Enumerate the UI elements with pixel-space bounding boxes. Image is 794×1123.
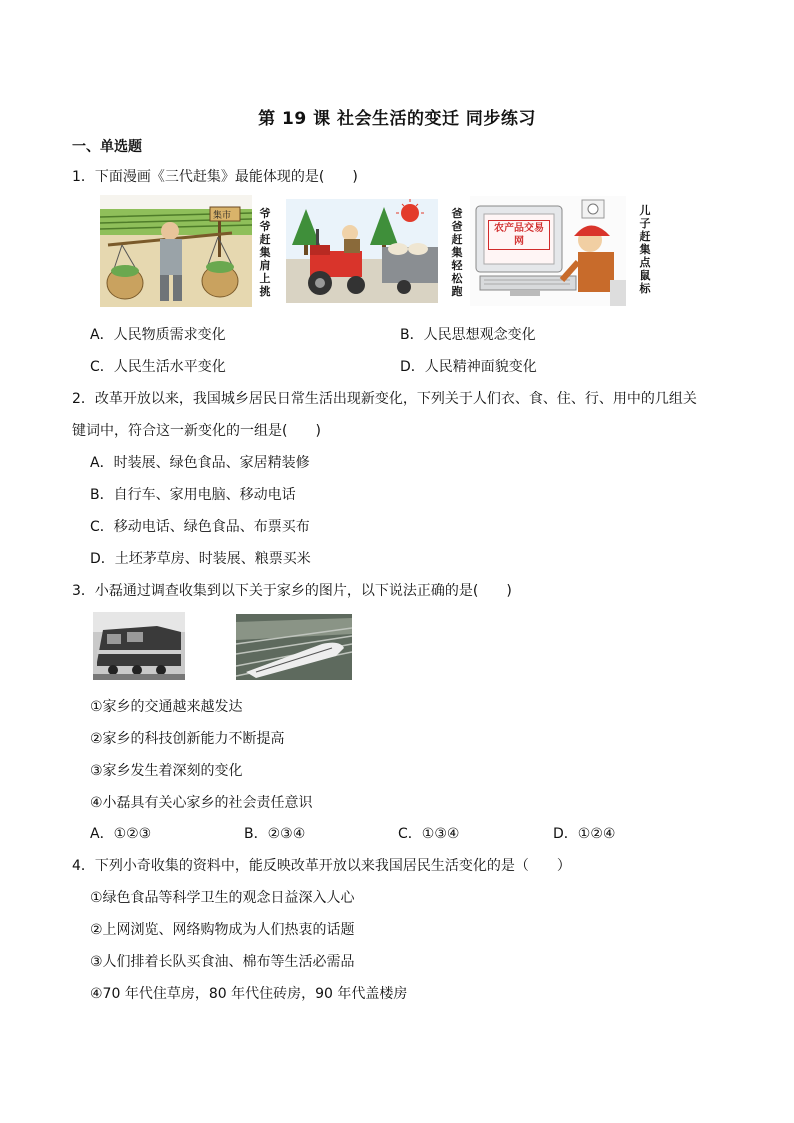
question-3-stem: 3．小磊通过调查收集到以下关于家乡的图片，以下说法正确的是( ) xyxy=(72,583,512,599)
q2-option-d[interactable]: D．土坯茅草房、时装展、粮票买米 xyxy=(90,551,311,567)
q1-option-b[interactable]: B．人民思想观念变化 xyxy=(400,327,536,343)
q3-statement-2: ②家乡的科技创新能力不断提高 xyxy=(90,731,285,747)
comic-panel-father xyxy=(286,199,438,303)
q4-statement-4: ④70 年代住草房，80 年代住砖房，90 年代盖楼房 xyxy=(90,986,408,1002)
caption-son: 儿子赶集点鼠标 xyxy=(639,204,651,295)
question-4-stem: 4．下列小奇收集的资料中，能反映改革开放以来我国居民生活变化的是（ ） xyxy=(72,858,571,874)
question-1-stem: 1．下面漫画《三代赶集》最能体现的是( ) xyxy=(72,169,358,185)
q3-statement-3: ③家乡发生着深刻的变化 xyxy=(90,763,243,779)
q3-statement-4: ④小磊具有关心家乡的社会责任意识 xyxy=(90,795,313,811)
comic-panel-grandfather xyxy=(100,195,252,307)
caption-father: 爸爸赶集轻松跑 xyxy=(451,207,463,298)
q3-option-d[interactable]: D．①②④ xyxy=(553,826,616,842)
q3-option-b[interactable]: B．②③④ xyxy=(244,826,306,842)
q4-statement-2: ②上网浏览、网络购物成为人们热衷的话题 xyxy=(90,922,355,938)
section-heading: 一、单选题 xyxy=(72,139,142,155)
q3-option-c[interactable]: C．①③④ xyxy=(398,826,460,842)
photo-old-locomotive xyxy=(93,612,185,680)
q2-option-c[interactable]: C．移动电话、绿色食品、布票买布 xyxy=(90,519,310,535)
q4-statement-1: ①绿色食品等科学卫生的观念日益深入人心 xyxy=(90,890,355,906)
q3-option-a[interactable]: A．①②③ xyxy=(90,826,152,842)
q3-statement-1: ①家乡的交通越来越发达 xyxy=(90,699,243,715)
page-title: 第 19 课 社会生活的变迁 同步练习 xyxy=(258,109,536,129)
q1-option-d[interactable]: D．人民精神面貌变化 xyxy=(400,359,537,375)
caption-grandfather: 爷爷赶集肩上挑 xyxy=(259,207,271,298)
q2-option-a[interactable]: A．时装展、绿色食品、家居精装修 xyxy=(90,455,310,471)
comic-panel-son xyxy=(470,196,626,306)
screen-website-label: 农产品交易网 xyxy=(488,220,550,250)
question-2-stem-line1: 2．改革开放以来，我国城乡居民日常生活出现新变化，下列关于人们衣、食、住、行、用中的几组关 xyxy=(72,391,697,407)
market-sign: 集市 xyxy=(213,211,232,221)
q1-option-a[interactable]: A．人民物质需求变化 xyxy=(90,327,226,343)
photo-high-speed-train xyxy=(236,614,352,680)
q4-statement-3: ③人们排着长队买食油、棉布等生活必需品 xyxy=(90,954,355,970)
question-2-stem-line2: 键词中，符合这一新变化的一组是( ) xyxy=(72,423,321,439)
q2-option-b[interactable]: B．自行车、家用电脑、移动电话 xyxy=(90,487,296,503)
q1-option-c[interactable]: C．人民生活水平变化 xyxy=(90,359,226,375)
